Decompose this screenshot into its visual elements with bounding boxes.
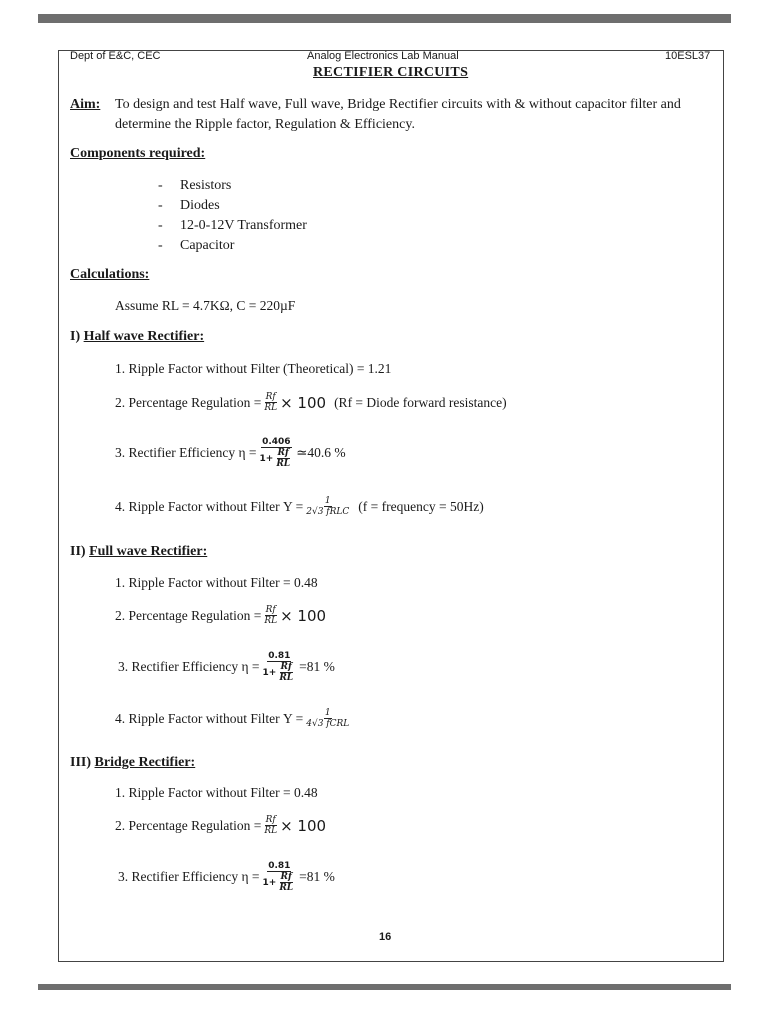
aim-text: To design and test Half wave, Full wave, Bridge Rectifier circuits with & without capacitor filter and determine the Ripple factor, Regulation & Efficiency. xyxy=(115,97,681,132)
bridge-heading: III) Bridge Rectifier: xyxy=(70,755,196,770)
efficiency-fraction: 0.81 1+ $\frac{Rf}{RL}$ xyxy=(262,861,294,893)
rf-over-rl: $\frac{Rf}{RL}$ xyxy=(264,392,278,413)
fw-regulation: 2. Percentage Regulation = $\frac{Rf}{RL}$ × 100 xyxy=(115,605,327,626)
br-ripple: 1. Ripple Factor without Filter = 0.48 xyxy=(115,785,318,800)
fw-ripple-filter: 4. Ripple Factor without Filter Υ = $\frac{1}{\text{4√3 fCRL}}$ xyxy=(115,708,350,729)
hw-ripple: 1. Ripple Factor without Filter (Theoretical) = 1.21 xyxy=(115,361,392,376)
bottom-rule xyxy=(38,984,731,990)
hw-efficiency: 3. Rectifier Efficiency η = 0.406 1+ $\frac{Rf}{RL}$ ≃40.6 % xyxy=(115,437,346,469)
header-code: 10ESL37 xyxy=(665,50,711,62)
assume-line: Assume RL = 4.7KΩ, C = 220µF xyxy=(115,298,296,313)
aim-label: Aim: xyxy=(70,97,101,112)
fw-ripple: 1. Ripple Factor without Filter = 0.48 xyxy=(115,575,318,590)
header-dept: Dept of E&C, CEC xyxy=(70,50,161,62)
page-number: 16 xyxy=(379,931,392,943)
br-efficiency: 3. Rectifier Efficiency η = 0.81 1+ $\frac{Rf}{RL}$ =81 % xyxy=(118,861,335,893)
header-manual: Analog Electronics Lab Manual xyxy=(307,50,459,62)
list-item: - Capacitor xyxy=(158,238,235,253)
full-wave-heading: II) Full wave Rectifier: xyxy=(70,544,208,559)
page-title: RECTIFIER CIRCUITS xyxy=(313,65,469,80)
list-item: - 12-0-12V Transformer xyxy=(158,218,307,233)
list-item: - Resistors xyxy=(158,178,232,193)
hw-ripple-filter: 4. Ripple Factor without Filter Υ = $\frac{1}{\text{2√3 fRLC}}$ (f = frequency = 50Hz) xyxy=(115,496,484,517)
br-regulation: 2. Percentage Regulation = $\frac{Rf}{RL}$ × 100 xyxy=(115,815,327,836)
top-rule xyxy=(38,14,731,23)
fw-efficiency: 3. Rectifier Efficiency η = 0.81 1+ $\frac{Rf}{RL}$ =81 % xyxy=(118,651,335,683)
ripple-fraction: $\frac{1}{\text{4√3 fCRL}}$ xyxy=(306,708,350,729)
efficiency-fraction: 0.406 1+ $\frac{Rf}{RL}$ xyxy=(259,437,291,469)
rf-over-rl: $\frac{Rf}{RL}$ xyxy=(264,815,278,836)
calculations-heading: Calculations: xyxy=(70,267,150,282)
hw-regulation: 2. Percentage Regulation = $\frac{Rf}{RL}$ × 100 (Rf = Diode forward resistance) xyxy=(115,392,507,413)
aim-section xyxy=(70,95,710,132)
components-heading: Components required: xyxy=(70,146,206,161)
efficiency-fraction: 0.81 1+ $\frac{Rf}{RL}$ xyxy=(262,651,294,683)
half-wave-heading: I) Half wave Rectifier: xyxy=(70,329,205,344)
ripple-fraction: $\frac{1}{\text{2√3 fRLC}}$ xyxy=(306,496,350,517)
rf-over-rl: $\frac{Rf}{RL}$ xyxy=(264,605,278,626)
components-list xyxy=(158,176,307,256)
list-item: - Diodes xyxy=(158,198,220,213)
